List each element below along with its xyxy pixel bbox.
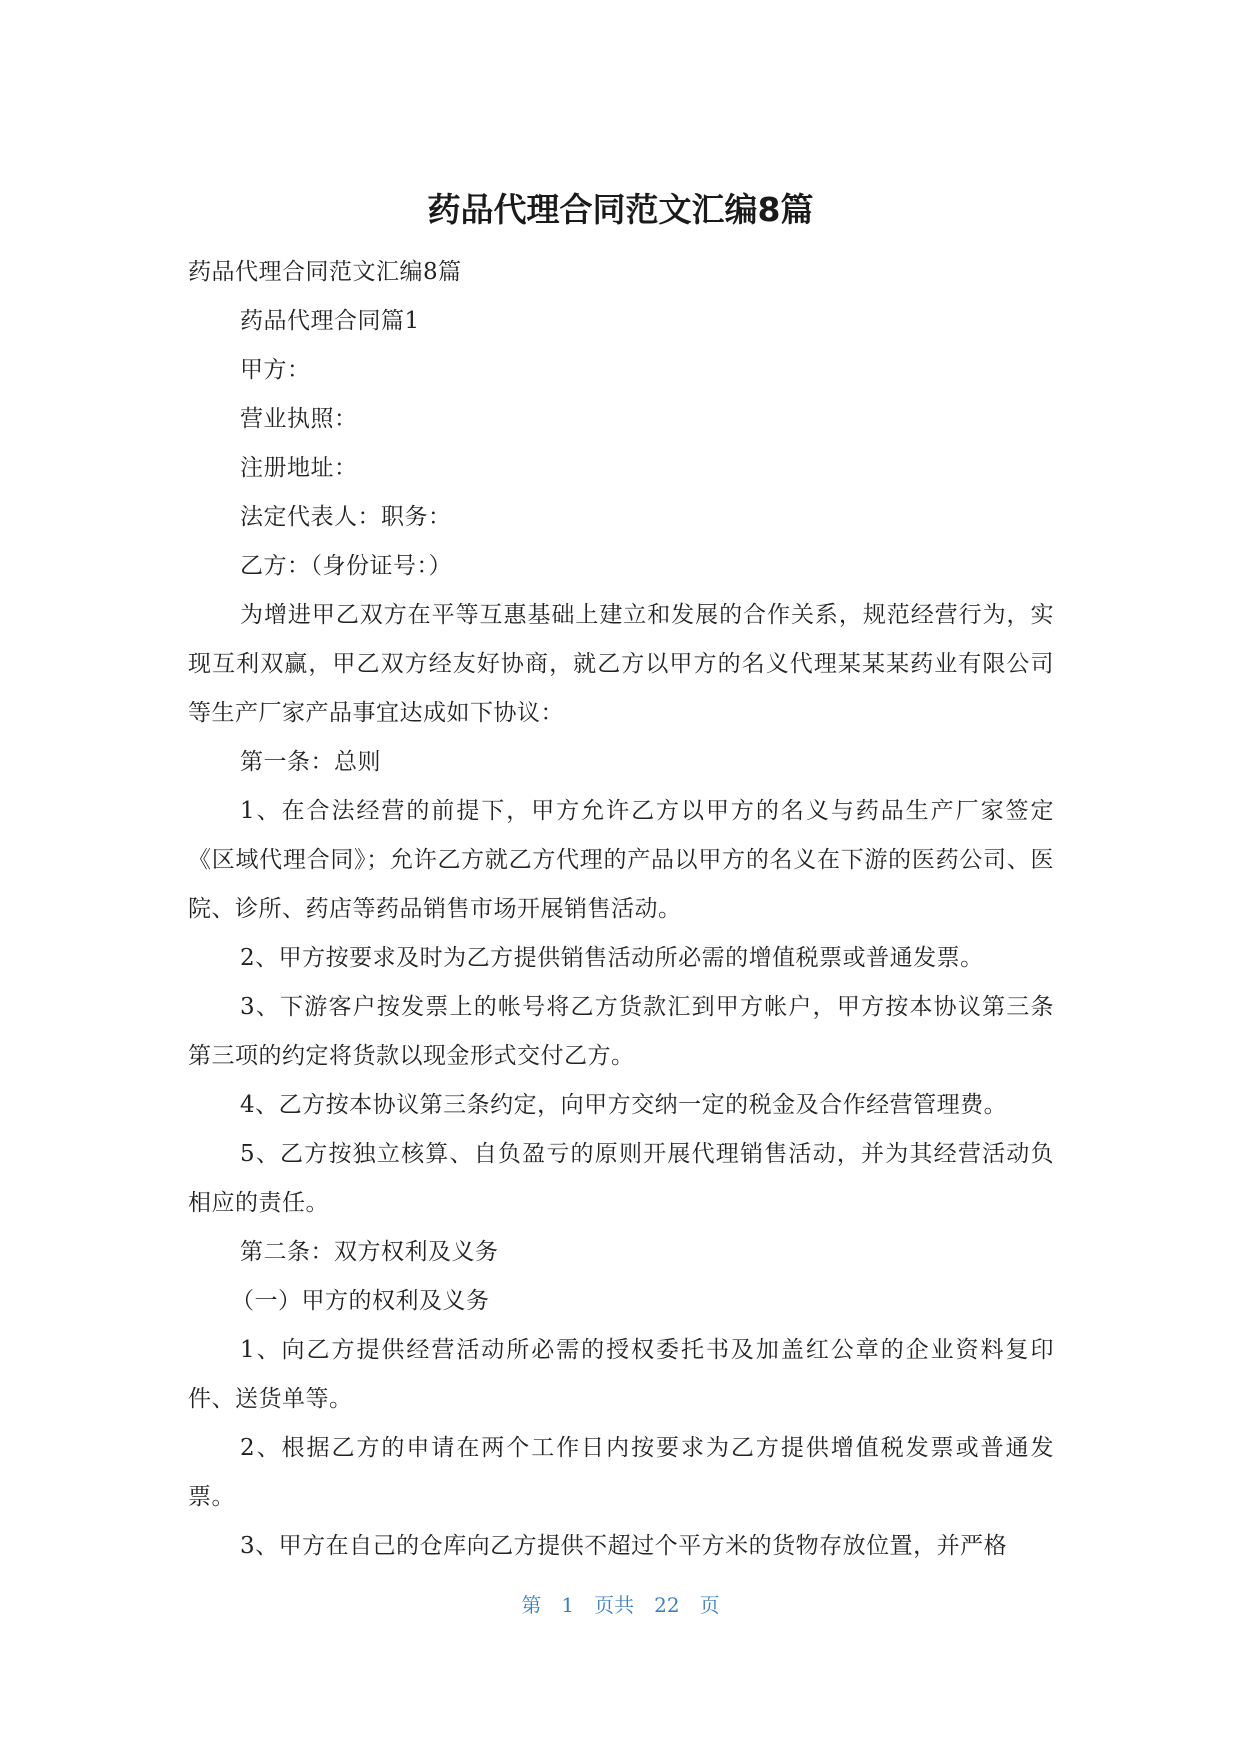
paragraph: 法定代表人：职务： bbox=[240, 504, 452, 530]
page-footer bbox=[0, 1590, 1241, 1620]
page-number-current: 1 bbox=[561, 1593, 575, 1617]
page-number-total: 22 bbox=[654, 1593, 680, 1617]
document-body bbox=[188, 248, 1054, 1571]
paragraph: 乙方：（身份证号：） bbox=[240, 553, 452, 579]
paragraph: 3、下游客户按发票上的帐号将乙方货款汇到甲方帐户，甲方按本协议第三条第三项的约定将货款以现金形式交付乙方。 bbox=[188, 994, 1054, 1069]
document-title: 药品代理合同范文汇编8篇 bbox=[427, 190, 814, 229]
paragraph: 1、在合法经营的前提下，甲方允许乙方以甲方的名义与药品生产厂家签定《区域代理合同》；允许乙方就乙方代理的产品以甲方的名义在下游的医药公司、医院、诊所、药店等药品销售市场开展销售活动。 bbox=[188, 798, 1054, 922]
paragraph: 营业执照： bbox=[240, 406, 358, 432]
paragraph: 甲方： bbox=[240, 357, 311, 383]
section-heading: 第一条：总则 bbox=[240, 749, 381, 775]
paragraph: 药品代理合同篇1 bbox=[240, 308, 420, 334]
paragraph: 药品代理合同范文汇编8篇 bbox=[188, 259, 462, 285]
paragraph: 5、乙方按独立核算、自负盈亏的原则开展代理销售活动，并为其经营活动负相应的责任。 bbox=[188, 1141, 1054, 1216]
paragraph: 2、根据乙方的申请在两个工作日内按要求为乙方提供增值税发票或普通发票。 bbox=[188, 1435, 1054, 1510]
section-heading: 第二条：双方权利及义务 bbox=[240, 1239, 499, 1265]
page-label-suffix: 页 bbox=[699, 1593, 720, 1617]
paragraph: 注册地址： bbox=[240, 455, 358, 481]
paragraph: 为增进甲乙双方在平等互惠基础上建立和发展的合作关系，规范经营行为，实现互利双赢，甲乙双方经友好协商，就乙方以甲方的名义代理某某某药业有限公司等生产厂家产品事宜达成如下协议： bbox=[188, 602, 1054, 726]
page-label-prefix: 第 bbox=[521, 1593, 542, 1617]
paragraph: 3、甲方在自己的仓库向乙方提供不超过个平方米的货物存放位置，并严格 bbox=[240, 1533, 1008, 1559]
subsection-heading: （一）甲方的权利及义务 bbox=[231, 1288, 490, 1314]
paragraph: 1、向乙方提供经营活动所必需的授权委托书及加盖红公章的企业资料复印件、送货单等。 bbox=[188, 1337, 1054, 1412]
paragraph: 4、乙方按本协议第三条约定，向甲方交纳一定的税金及合作经营管理费。 bbox=[240, 1092, 1008, 1118]
page-label-mid: 页共 bbox=[594, 1593, 635, 1617]
paragraph: 2、甲方按要求及时为乙方提供销售活动所必需的增值税票或普通发票。 bbox=[240, 945, 984, 971]
